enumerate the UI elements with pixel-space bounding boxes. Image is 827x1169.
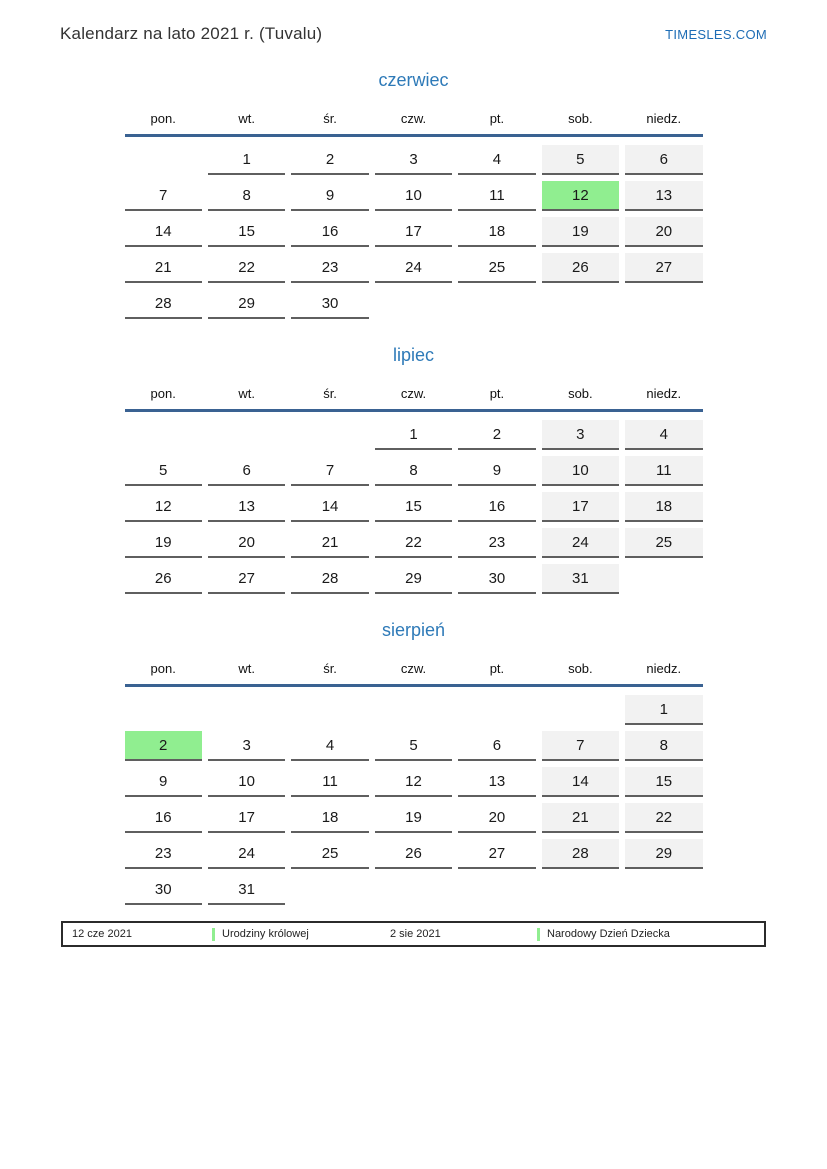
day-cell: 8 (375, 456, 452, 486)
weekday-label: śr. (323, 111, 337, 126)
day-cell: 25 (291, 839, 368, 869)
weekday-header-row (125, 661, 703, 676)
weekday-label: pon. (150, 386, 176, 401)
day-cell: 2 (458, 420, 535, 450)
weekday-label: czw. (400, 661, 427, 676)
day-cell: 27 (208, 564, 285, 594)
day-cell: 17 (542, 492, 619, 522)
day-cell: 21 (125, 253, 202, 283)
day-cell: 6 (625, 145, 702, 175)
day-cell: 16 (458, 492, 535, 522)
month-divider-line (125, 409, 703, 412)
weekday-label: wt. (238, 111, 255, 126)
day-cell: 11 (625, 456, 702, 486)
day-cell: 21 (542, 803, 619, 833)
day-cell: 15 (375, 492, 452, 522)
weekday-label: pt. (489, 661, 505, 676)
weekday-label: sob. (568, 661, 593, 676)
weekday-label: pon. (150, 661, 176, 676)
weekday-label: czw. (400, 386, 427, 401)
empty-cell (208, 695, 285, 725)
day-cell: 6 (208, 456, 285, 486)
weekday-label: śr. (323, 386, 337, 401)
weekday-label: sob. (568, 111, 593, 126)
month-title: sierpień (381, 620, 446, 640)
weekday-label: wt. (238, 386, 255, 401)
weekday-label: sob. (568, 386, 593, 401)
day-cell: 16 (125, 803, 202, 833)
month-section-2 (125, 345, 703, 594)
legend-box (61, 921, 766, 947)
empty-cell (375, 695, 452, 725)
legend-item (537, 928, 764, 941)
empty-cell (291, 420, 368, 450)
empty-cell (375, 289, 452, 319)
day-cell: 30 (458, 564, 535, 594)
empty-cell (625, 564, 702, 594)
day-cell: 14 (291, 492, 368, 522)
day-cell: 11 (291, 767, 368, 797)
holiday-marker-icon (537, 928, 540, 941)
day-cell: 7 (125, 181, 202, 211)
day-cell: 31 (542, 564, 619, 594)
weekday-header-row (125, 386, 703, 401)
day-cell: 10 (375, 181, 452, 211)
day-cell: 1 (208, 145, 285, 175)
day-cell: 3 (208, 731, 285, 761)
day-grid (125, 145, 703, 319)
weekday-label: niedz. (646, 661, 682, 676)
empty-cell (208, 420, 285, 450)
day-cell: 23 (458, 528, 535, 558)
empty-cell (625, 289, 702, 319)
legend-item (390, 928, 537, 940)
holiday-marker-icon (212, 928, 215, 941)
day-cell: 14 (125, 217, 202, 247)
legend-label: 2 sie 2021 (390, 928, 441, 940)
day-cell: 22 (625, 803, 702, 833)
empty-cell (458, 289, 535, 319)
day-cell: 5 (125, 456, 202, 486)
empty-cell (291, 695, 368, 725)
day-grid (125, 420, 703, 594)
day-cell: 28 (125, 289, 202, 319)
month-title: lipiec (392, 345, 435, 365)
day-cell: 11 (458, 181, 535, 211)
month-title: czerwiec (378, 70, 449, 90)
weekday-label: śr. (323, 661, 337, 676)
day-cell: 28 (291, 564, 368, 594)
day-cell: 12 (125, 492, 202, 522)
empty-cell (625, 875, 702, 905)
weekday-label: pt. (489, 111, 505, 126)
empty-cell (125, 420, 202, 450)
day-cell: 22 (375, 528, 452, 558)
day-cell: 26 (375, 839, 452, 869)
day-cell: 18 (625, 492, 702, 522)
weekday-label: wt. (238, 661, 255, 676)
holiday-day-cell: 12 (542, 181, 619, 211)
day-cell: 7 (542, 731, 619, 761)
empty-cell (458, 695, 535, 725)
day-grid (125, 695, 703, 905)
empty-cell (542, 289, 619, 319)
holiday-day-cell: 2 (125, 731, 202, 761)
month-divider-line (125, 684, 703, 687)
day-cell: 10 (542, 456, 619, 486)
empty-cell (125, 695, 202, 725)
page-header (0, 0, 827, 44)
day-cell: 18 (291, 803, 368, 833)
day-cell: 9 (458, 456, 535, 486)
day-cell: 17 (375, 217, 452, 247)
legend-item (72, 928, 212, 940)
day-cell: 25 (458, 253, 535, 283)
day-cell: 9 (291, 181, 368, 211)
day-cell: 29 (375, 564, 452, 594)
day-cell: 19 (542, 217, 619, 247)
empty-cell (291, 875, 368, 905)
day-cell: 12 (375, 767, 452, 797)
weekday-label: pon. (150, 111, 176, 126)
day-cell: 4 (625, 420, 702, 450)
day-cell: 3 (375, 145, 452, 175)
months (125, 70, 703, 905)
day-cell: 1 (625, 695, 702, 725)
day-cell: 27 (458, 839, 535, 869)
day-cell: 5 (375, 731, 452, 761)
day-cell: 4 (291, 731, 368, 761)
day-cell: 23 (125, 839, 202, 869)
weekday-label: pt. (489, 386, 505, 401)
day-cell: 3 (542, 420, 619, 450)
empty-cell (125, 145, 202, 175)
legend-label: Narodowy Dzień Dziecka (547, 928, 670, 940)
day-cell: 23 (291, 253, 368, 283)
month-section-3 (125, 620, 703, 905)
day-cell: 30 (291, 289, 368, 319)
day-cell: 10 (208, 767, 285, 797)
day-cell: 26 (125, 564, 202, 594)
day-cell: 21 (291, 528, 368, 558)
day-cell: 19 (375, 803, 452, 833)
day-cell: 20 (458, 803, 535, 833)
day-cell: 2 (291, 145, 368, 175)
day-cell: 18 (458, 217, 535, 247)
day-cell: 29 (625, 839, 702, 869)
day-cell: 22 (208, 253, 285, 283)
day-cell: 24 (542, 528, 619, 558)
day-cell: 17 (208, 803, 285, 833)
day-cell: 1 (375, 420, 452, 450)
day-cell: 15 (208, 217, 285, 247)
month-divider-line (125, 134, 703, 137)
page-title: Kalendarz na lato 2021 r. (Tuvalu) (60, 24, 323, 43)
day-cell: 13 (458, 767, 535, 797)
day-cell: 16 (291, 217, 368, 247)
day-cell: 7 (291, 456, 368, 486)
empty-cell (375, 875, 452, 905)
day-cell: 26 (542, 253, 619, 283)
month-section-1 (125, 70, 703, 319)
legend-label: Urodziny królowej (222, 928, 309, 940)
day-cell: 6 (458, 731, 535, 761)
empty-cell (542, 695, 619, 725)
empty-cell (458, 875, 535, 905)
day-cell: 8 (625, 731, 702, 761)
day-cell: 8 (208, 181, 285, 211)
day-cell: 24 (208, 839, 285, 869)
day-cell: 9 (125, 767, 202, 797)
day-cell: 24 (375, 253, 452, 283)
site-link[interactable]: TIMESLES.COM (665, 27, 767, 42)
day-cell: 13 (208, 492, 285, 522)
day-cell: 5 (542, 145, 619, 175)
day-cell: 13 (625, 181, 702, 211)
legend-item (212, 928, 390, 941)
day-cell: 14 (542, 767, 619, 797)
day-cell: 30 (125, 875, 202, 905)
legend-label: 12 cze 2021 (72, 928, 132, 940)
empty-cell (542, 875, 619, 905)
weekday-label: niedz. (646, 386, 682, 401)
day-cell: 20 (625, 217, 702, 247)
day-cell: 27 (625, 253, 702, 283)
weekday-header-row (125, 111, 703, 126)
day-cell: 25 (625, 528, 702, 558)
day-cell: 19 (125, 528, 202, 558)
weekday-label: czw. (400, 111, 427, 126)
day-cell: 28 (542, 839, 619, 869)
weekday-label: niedz. (646, 111, 682, 126)
day-cell: 20 (208, 528, 285, 558)
day-cell: 29 (208, 289, 285, 319)
day-cell: 15 (625, 767, 702, 797)
day-cell: 31 (208, 875, 285, 905)
day-cell: 4 (458, 145, 535, 175)
